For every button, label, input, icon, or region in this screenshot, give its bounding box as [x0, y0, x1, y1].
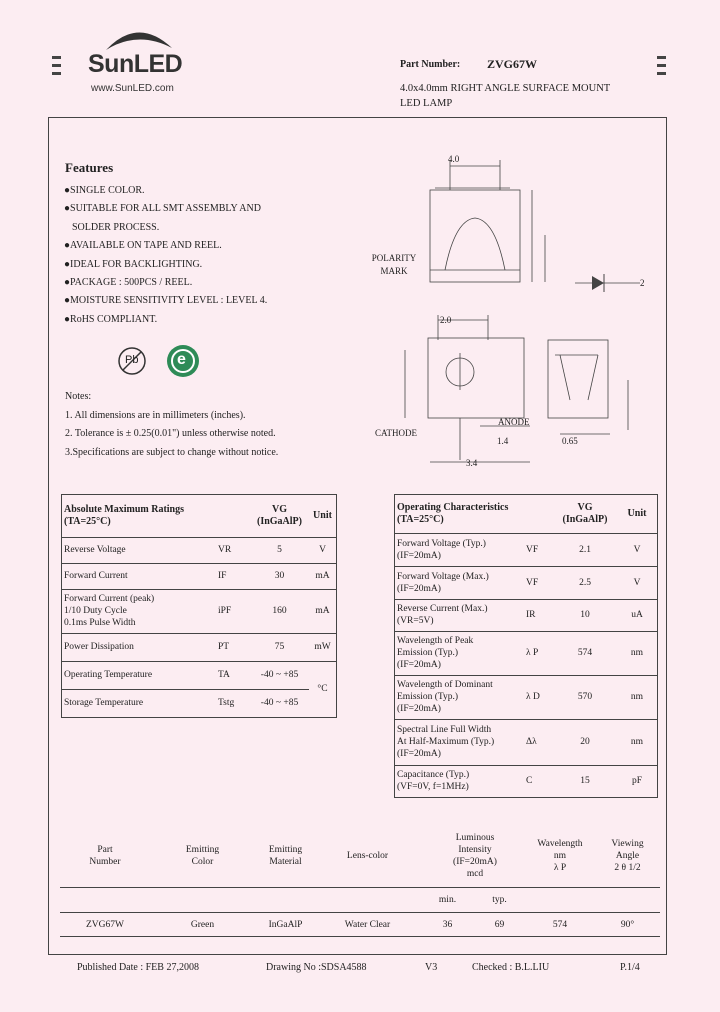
param: Forward Current (peak) 1/10 Duty Cycle 0.1ms Pulse Width	[62, 589, 216, 633]
value: 30	[250, 563, 309, 589]
sel-head-wave: Wavelength nm λ P	[537, 839, 583, 873]
sel-head-lens: Lens-color	[346, 851, 389, 861]
sel-row-angle: 90°	[620, 920, 635, 930]
part-number-label: Part Number:	[400, 59, 461, 70]
op-char-header	[395, 495, 657, 533]
symbol: PT	[216, 633, 250, 661]
table-row	[395, 631, 657, 675]
feature-item: ●SINGLE COLOR.	[64, 185, 145, 196]
table-row	[62, 661, 336, 689]
dim-1-4: 1.4	[497, 436, 509, 446]
logo-text: SunLED	[88, 50, 183, 78]
note-item: 1. All dimensions are in millimeters (inches).	[65, 409, 246, 421]
unit: nm	[617, 631, 657, 675]
table-row	[62, 689, 336, 717]
unit: mW	[309, 633, 336, 661]
op-char-subtitle: (TA=25°C)	[397, 513, 444, 525]
part-number-value: ZVG67W	[487, 57, 538, 71]
features-title: Features	[65, 160, 114, 175]
sel-row-min: 36	[442, 920, 453, 930]
symbol: TA	[216, 661, 250, 689]
table-row	[62, 563, 336, 589]
value: 160	[250, 589, 309, 633]
op-char-col-vg: VG	[577, 501, 593, 513]
param: Operating Temperature	[62, 661, 216, 689]
unit: pF	[631, 776, 643, 787]
feature-item: SOLDER PROCESS.	[72, 221, 160, 233]
abs-max-table	[61, 494, 337, 718]
value: 75	[250, 633, 309, 661]
notes-title: Notes:	[65, 391, 92, 402]
footer-page: P.1/4	[620, 962, 640, 973]
eco-text: e	[177, 351, 186, 368]
table-row	[395, 533, 657, 566]
op-char-table	[394, 494, 658, 798]
feature-item: ●MOISTURE SENSITIVITY LEVEL : LEVEL 4.	[64, 295, 268, 307]
sel-row-part: ZVG67W	[86, 920, 124, 930]
feature-item: ●RoHS COMPLIANT.	[64, 313, 158, 325]
sel-row-wave: 574	[552, 920, 568, 930]
unit: V	[617, 533, 657, 566]
param: Spectral Line Full Width At Half-Maximum (Typ.) (IF=20mA)	[395, 719, 524, 765]
abs-max-col-vg: VG	[272, 503, 287, 515]
dim-2-0: 2.0	[440, 315, 452, 325]
dim-0-65: 0.65	[562, 436, 578, 446]
unit: nm	[617, 719, 657, 765]
footer-drawing-no: Drawing No :SDSA4588	[266, 962, 367, 973]
footer-checked: Checked : B.L.LIU	[472, 962, 550, 973]
pb-free-icon	[117, 346, 147, 376]
abs-max-header	[62, 495, 336, 537]
table-row	[62, 589, 336, 633]
right-mark	[657, 72, 666, 75]
value: 10	[553, 599, 617, 631]
sel-row-color: Green	[190, 920, 215, 930]
param: Reverse Current (Max.) (VR=5V)	[395, 599, 524, 631]
table-row	[62, 633, 336, 661]
symbol: C	[526, 776, 533, 787]
param: Forward Voltage (Typ.) (IF=20mA)	[395, 533, 524, 566]
symbol: iPF	[216, 589, 250, 633]
abs-max-col-vg-sub: (InGaAlP)	[257, 515, 302, 527]
pin-label: 2	[640, 278, 645, 288]
op-char-col-vg-sub: (InGaAlP)	[562, 513, 608, 525]
eco-icon	[166, 344, 200, 378]
symbol: Tstg	[218, 698, 235, 709]
table-row	[395, 566, 657, 599]
sel-row-material: InGaAlP	[268, 920, 303, 930]
logo	[86, 22, 196, 82]
right-mark	[657, 64, 666, 67]
value: 2.1	[553, 533, 617, 566]
symbol: VF	[524, 533, 553, 566]
value: -40 ~ +85	[260, 698, 299, 709]
pb-text: Pb	[125, 354, 139, 366]
dim-3-4: 3.4	[466, 458, 478, 468]
notes	[65, 388, 278, 462]
symbol: IF	[216, 563, 250, 589]
sel-head-color: Emitting Color	[185, 845, 220, 867]
features-list	[64, 182, 267, 329]
sel-row-lens: Water Clear	[344, 920, 391, 930]
param: Power Dissipation	[62, 633, 216, 661]
sel-head-lum: Luminous Intensity (IF=20mA) mcd	[453, 833, 497, 879]
param: Forward Current	[62, 563, 216, 589]
sel-head-part: Part Number	[89, 845, 121, 867]
divider	[60, 936, 660, 937]
value: 574	[553, 631, 617, 675]
feature-item: ●IDEAL FOR BACKLIGHTING.	[64, 258, 203, 270]
unit: V	[617, 566, 657, 599]
symbol: VR	[216, 537, 250, 563]
left-mark	[52, 64, 61, 67]
footer-version: V3	[425, 962, 438, 973]
feature-item: ●SUITABLE FOR ALL SMT ASSEMBLY AND	[64, 203, 261, 215]
website: www.SunLED.com	[91, 83, 174, 94]
unit: uA	[617, 599, 657, 631]
table-row	[395, 765, 657, 797]
note-item: 2. Tolerance is ± 0.25(0.01") unless otherwise noted.	[65, 428, 276, 439]
symbol: Δλ	[524, 719, 553, 765]
table-row	[62, 537, 336, 563]
value: 15	[580, 776, 590, 787]
footer-published: Published Date : FEB 27,2008	[77, 962, 199, 973]
unit: V	[309, 537, 336, 563]
divider	[60, 887, 660, 888]
note-item: 3.Specifications are subject to change without notice.	[65, 446, 279, 458]
polarity-label: POLARITY MARK	[371, 253, 417, 276]
feature-item: ●AVAILABLE ON TAPE AND REEL.	[64, 240, 222, 252]
param: Capacitance (Typ.) (VF=0V, f=1MHz)	[397, 770, 470, 793]
sel-typ-label: typ.	[492, 895, 507, 905]
table-row	[395, 719, 657, 765]
table-row	[395, 675, 657, 719]
abs-max-title: Absolute Maximum Ratings	[64, 503, 185, 515]
anode-label: ANODE	[498, 417, 530, 427]
value: 2.5	[553, 566, 617, 599]
value: 20	[553, 719, 617, 765]
symbol: IR	[524, 599, 553, 631]
description-line1: 4.0x4.0mm RIGHT ANGLE SURFACE MOUNT	[400, 83, 611, 94]
sel-min-label: min.	[438, 895, 457, 905]
op-char-col-unit: Unit	[617, 495, 657, 533]
sel-head-angle: Viewing Angle 2 θ 1/2	[611, 839, 644, 873]
symbol: VF	[524, 566, 553, 599]
dim-4-0: 4.0	[448, 154, 460, 164]
unit: nm	[617, 675, 657, 719]
abs-max-col-unit: Unit	[309, 495, 336, 537]
unit: mA	[309, 563, 336, 589]
value: -40 ~ +85	[250, 661, 309, 689]
unit: mA	[309, 589, 336, 633]
param: Forward Voltage (Max.) (IF=20mA)	[395, 566, 524, 599]
param: Storage Temperature	[64, 698, 144, 709]
right-mark	[657, 56, 666, 59]
temp-unit: °C	[317, 684, 328, 695]
op-char-title: Operating Characteristics	[397, 501, 509, 513]
symbol: λ D	[524, 675, 553, 719]
param: Wavelength of Peak Emission (Typ.) (IF=20mA)	[395, 631, 524, 675]
description-line2: LED LAMP	[400, 98, 453, 109]
left-mark	[52, 56, 61, 59]
table-row	[395, 599, 657, 631]
abs-max-subtitle: (TA=25°C)	[64, 515, 111, 527]
symbol: λ P	[524, 631, 553, 675]
feature-item: ●PACKAGE : 500PCS / REEL.	[64, 277, 193, 289]
param: Reverse Voltage	[62, 537, 216, 563]
sel-head-material: Emitting Material	[268, 845, 303, 867]
param: Wavelength of Dominant Emission (Typ.) (IF=20mA)	[395, 675, 524, 719]
divider	[60, 912, 660, 913]
value: 5	[250, 537, 309, 563]
sel-row-typ: 69	[494, 920, 505, 930]
cathode-label: CATHODE	[375, 428, 417, 438]
value: 570	[553, 675, 617, 719]
left-mark	[52, 72, 61, 75]
